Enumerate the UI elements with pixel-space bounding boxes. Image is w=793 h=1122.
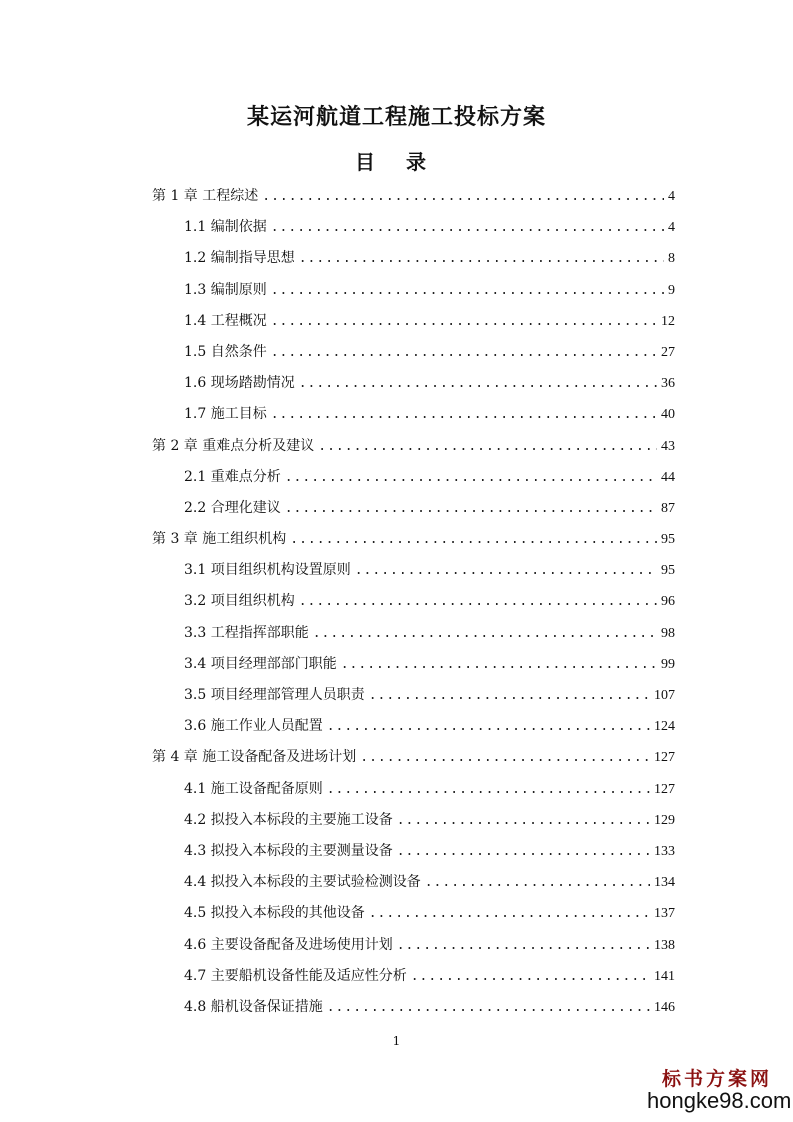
toc-entry-page: 96	[661, 594, 675, 610]
toc-dot-leader	[341, 649, 657, 680]
toc-dot-leader	[299, 243, 664, 274]
watermark-site-name: 标书方案网	[662, 1068, 773, 1090]
toc-dot-leader	[425, 867, 650, 898]
toc-section-entry[interactable]	[152, 462, 675, 493]
toc-entry-label: 第 1 章 工程综述	[152, 188, 259, 204]
table-of-contents	[152, 181, 675, 1023]
toc-entry-page: 127	[654, 781, 675, 797]
toc-section-entry[interactable]	[152, 898, 675, 929]
toc-entry-page: 12	[661, 313, 675, 329]
toc-entry-label: 4.6 主要设备配备及进场使用计划	[184, 936, 393, 953]
toc-section-entry[interactable]	[152, 805, 675, 836]
toc-entry-label: 第 2 章 重难点分析及建议	[152, 437, 315, 454]
page-number: 1	[392, 1034, 401, 1048]
toc-entry-page: 95	[661, 532, 675, 548]
toc-entry-page: 133	[654, 843, 675, 859]
toc-dot-leader	[411, 961, 650, 992]
toc-section-entry[interactable]	[152, 774, 675, 805]
toc-dot-leader	[271, 337, 657, 368]
toc-entry-label: 1.7 施工目标	[184, 406, 267, 423]
toc-entry-label: 4.7 主要船机设备性能及适应性分析	[184, 967, 407, 984]
toc-section-entry[interactable]	[152, 618, 675, 649]
toc-dot-leader	[369, 898, 650, 929]
toc-entry-label: 4.3 拟投入本标段的主要测量设备	[184, 842, 393, 859]
toc-entry-page: 40	[661, 407, 675, 423]
toc-entry-label: 第 3 章 施工组织机构	[152, 531, 287, 548]
toc-entry-page: 4	[668, 220, 675, 236]
toc-chapter-entry[interactable]	[152, 431, 675, 462]
toc-heading: 目 录	[355, 150, 438, 174]
toc-entry-label: 1.4 工程概况	[184, 312, 267, 329]
toc-section-entry[interactable]	[152, 555, 675, 586]
toc-chapter-entry[interactable]	[152, 742, 675, 773]
toc-section-entry[interactable]	[152, 992, 675, 1023]
toc-entry-label: 4.4 拟投入本标段的主要试验检测设备	[184, 874, 421, 891]
toc-section-entry[interactable]	[152, 836, 675, 867]
toc-section-entry[interactable]	[152, 399, 675, 430]
toc-entry-label: 2.1 重难点分析	[184, 468, 281, 485]
toc-entry-label: 4.8 船机设备保证措施	[184, 998, 323, 1015]
toc-dot-leader	[285, 493, 657, 524]
toc-dot-leader	[299, 586, 657, 617]
toc-dot-leader	[313, 618, 657, 649]
toc-dot-leader	[355, 555, 657, 586]
toc-entry-label: 1.1 编制依据	[184, 219, 267, 236]
toc-section-entry[interactable]	[152, 212, 675, 243]
toc-dot-leader	[397, 805, 650, 836]
toc-dot-leader	[271, 306, 657, 337]
toc-section-entry[interactable]	[152, 337, 675, 368]
toc-entry-page: 98	[661, 625, 675, 641]
toc-entry-page: 127	[654, 750, 675, 766]
toc-entry-page: 99	[661, 656, 675, 672]
toc-entry-page: 141	[654, 968, 675, 984]
toc-section-entry[interactable]	[152, 867, 675, 898]
toc-dot-leader	[327, 992, 650, 1023]
toc-dot-leader	[327, 711, 650, 742]
toc-entry-label: 1.3 编制原则	[184, 281, 267, 298]
toc-dot-leader	[360, 742, 650, 773]
toc-entry-label: 3.1 项目组织机构设置原则	[184, 562, 351, 579]
toc-entry-page: 124	[654, 719, 675, 735]
toc-dot-leader	[271, 275, 664, 306]
toc-entry-page: 36	[661, 376, 675, 392]
toc-dot-leader	[285, 462, 657, 493]
toc-section-entry[interactable]	[152, 930, 675, 961]
toc-entry-page: 107	[654, 688, 675, 703]
toc-entry-label: 3.5 项目经理部管理人员职责	[184, 687, 365, 703]
document-title: 某运河航道工程施工投标方案	[246, 104, 546, 130]
toc-section-entry[interactable]	[152, 586, 675, 617]
toc-entry-page: 95	[661, 563, 675, 579]
toc-entry-page: 137	[654, 906, 675, 922]
toc-entry-label: 3.3 工程指挥部职能	[184, 624, 309, 641]
toc-dot-leader	[369, 680, 650, 711]
toc-entry-page: 138	[654, 937, 675, 953]
toc-entry-label: 1.6 现场踏勘情况	[184, 375, 295, 392]
toc-chapter-entry[interactable]	[152, 181, 675, 212]
toc-section-entry[interactable]	[152, 961, 675, 992]
toc-entry-label: 4.2 拟投入本标段的主要施工设备	[184, 811, 393, 828]
toc-entry-page: 129	[654, 812, 675, 828]
watermark-url[interactable]: hongke98.com	[647, 1088, 792, 1113]
toc-section-entry[interactable]	[152, 649, 675, 680]
toc-dot-leader	[327, 774, 650, 805]
toc-entry-label: 第 4 章 施工设备配备及进场计划	[152, 749, 357, 766]
toc-entry-label: 4.1 施工设备配备原则	[184, 780, 323, 797]
toc-section-entry[interactable]	[152, 306, 675, 337]
toc-entry-page: 146	[654, 999, 675, 1015]
toc-entry-label: 3.6 施工作业人员配置	[184, 718, 323, 735]
toc-dot-leader	[299, 368, 657, 399]
toc-entry-label: 2.2 合理化建议	[184, 499, 281, 516]
toc-entry-page: 4	[668, 189, 675, 204]
toc-section-entry[interactable]	[152, 680, 675, 711]
toc-entry-label: 3.4 项目经理部部门职能	[184, 655, 337, 672]
toc-entry-label: 4.5 拟投入本标段的其他设备	[184, 905, 365, 922]
toc-dot-leader	[271, 399, 657, 430]
toc-section-entry[interactable]	[152, 243, 675, 274]
toc-entry-page: 8	[668, 251, 675, 267]
toc-section-entry[interactable]	[152, 711, 675, 742]
toc-entry-page: 43	[661, 438, 675, 454]
toc-dot-leader	[318, 431, 657, 462]
toc-entry-page: 9	[668, 282, 675, 298]
toc-section-entry[interactable]	[152, 493, 675, 524]
toc-dot-leader	[397, 836, 650, 867]
toc-dot-leader	[397, 930, 650, 961]
toc-dot-leader	[271, 212, 664, 243]
toc-entry-label: 1.5 自然条件	[184, 343, 267, 360]
toc-dot-leader	[262, 181, 664, 212]
toc-section-entry[interactable]	[152, 275, 675, 306]
toc-entry-page: 27	[661, 344, 675, 360]
toc-entry-label: 3.2 项目组织机构	[184, 593, 295, 610]
toc-entry-label: 1.2 编制指导思想	[184, 250, 295, 267]
toc-dot-leader	[290, 524, 657, 555]
toc-entry-page: 134	[654, 875, 675, 891]
toc-entry-page: 87	[661, 500, 675, 516]
toc-entry-page: 44	[661, 469, 675, 485]
toc-chapter-entry[interactable]	[152, 524, 675, 555]
toc-section-entry[interactable]	[152, 368, 675, 399]
